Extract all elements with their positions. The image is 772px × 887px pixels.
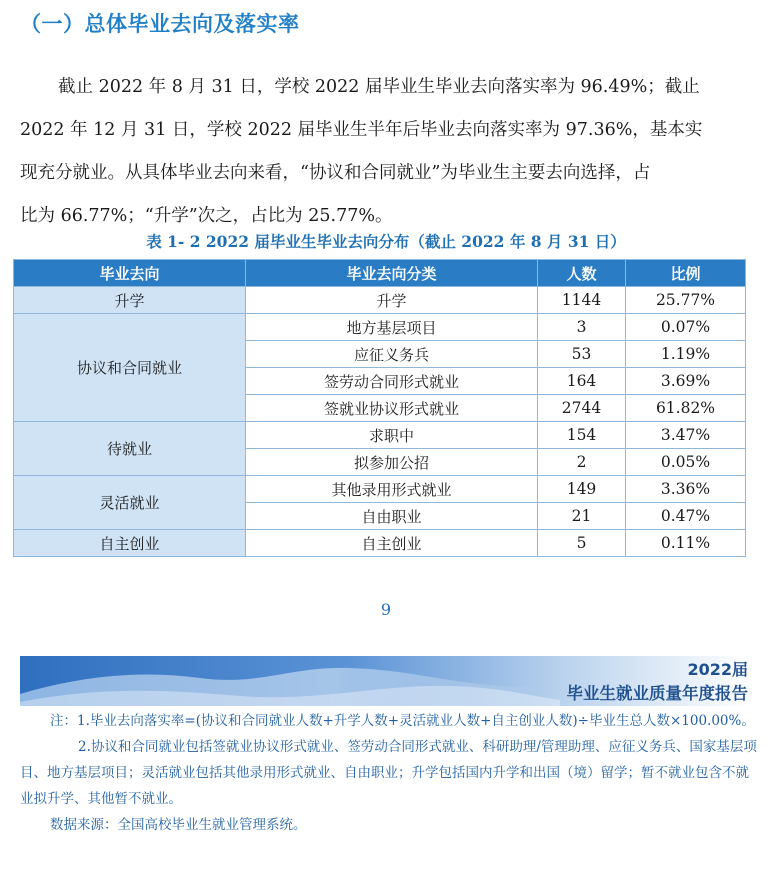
count-cell: 5 (538, 530, 626, 557)
destination-table (13, 259, 746, 557)
note-1: 注：1.毕业去向落实率=(协议和合同就业人数+升学人数+灵活就业人数+自主创业人数)÷毕业生总人数×100.00%。 (50, 713, 755, 729)
count-cell: 1144 (538, 287, 626, 314)
paragraph-line: 截止 2022 年 8 月 31 日，学校 2022 届毕业生毕业去向落实率为 96.49%；截止 (58, 77, 700, 97)
header-count: 人数 (538, 260, 626, 287)
ratio-cell: 0.05% (626, 449, 746, 476)
ratio-cell: 0.47% (626, 503, 746, 530)
header-category: 毕业去向分类 (246, 260, 538, 287)
paragraph-line: 现充分就业。从具体毕业去向来看，“协议和合同就业”为毕业生主要去向选择，占 (20, 163, 651, 183)
destination-cell: 升学 (14, 287, 246, 314)
ratio-cell: 3.36% (626, 476, 746, 503)
summary-paragraph (20, 66, 752, 238)
ratio-cell: 3.47% (626, 422, 746, 449)
destination-cell: 待就业 (14, 422, 246, 476)
ratio-cell: 0.11% (626, 530, 746, 557)
table-row (14, 422, 746, 449)
count-cell: 2 (538, 449, 626, 476)
ratio-cell: 1.19% (626, 341, 746, 368)
page-number: 9 (380, 600, 392, 619)
category-cell: 签就业协议形式就业 (246, 395, 538, 422)
destination-cell: 协议和合同就业 (14, 314, 246, 422)
category-cell: 求职中 (246, 422, 538, 449)
ratio-cell: 61.82% (626, 395, 746, 422)
table-row (14, 476, 746, 503)
banner-title (567, 658, 749, 706)
ratio-cell: 0.07% (626, 314, 746, 341)
ratio-cell: 3.69% (626, 368, 746, 395)
header-ratio: 比例 (626, 260, 746, 287)
paragraph-line: 2022 年 12 月 31 日，学校 2022 届毕业生半年后毕业去向落实率为 97.36%，基本实 (20, 120, 703, 140)
table-row (14, 314, 746, 341)
category-cell: 地方基层项目 (246, 314, 538, 341)
banner-report-title: 毕业生就业质量年度报告 (566, 684, 748, 703)
category-cell: 升学 (246, 287, 538, 314)
paragraph-line: 比为 66.77%；“升学”次之，占比为 25.77%。 (20, 206, 393, 226)
count-cell: 3 (538, 314, 626, 341)
category-cell: 其他录用形式就业 (246, 476, 538, 503)
category-cell: 签劳动合同形式就业 (246, 368, 538, 395)
destination-cell: 灵活就业 (14, 476, 246, 530)
destination-cell: 自主创业 (14, 530, 246, 557)
header-destination: 毕业去向 (14, 260, 246, 287)
data-source: 数据来源：全国高校毕业生就业管理系统。 (50, 817, 307, 833)
table-row (14, 287, 746, 314)
notes-block (20, 708, 760, 838)
count-cell: 2744 (538, 395, 626, 422)
table-caption: 表 1- 2 2022 届毕业生毕业去向分布（截止 2022 年 8 月 31 日） (146, 232, 626, 251)
ratio-cell: 25.77% (626, 287, 746, 314)
table-header-row (14, 260, 746, 287)
table-row (14, 530, 746, 557)
report-banner (20, 656, 752, 706)
category-cell: 拟参加公招 (246, 449, 538, 476)
count-cell: 164 (538, 368, 626, 395)
banner-year: 2022届 (687, 660, 748, 679)
section-heading: （一）总体毕业去向及落实率 (20, 12, 300, 36)
count-cell: 53 (538, 341, 626, 368)
category-cell: 应征义务兵 (246, 341, 538, 368)
category-cell: 自主创业 (246, 530, 538, 557)
count-cell: 149 (538, 476, 626, 503)
count-cell: 154 (538, 422, 626, 449)
category-cell: 自由职业 (246, 503, 538, 530)
note-2: 2.协议和合同就业包括签就业协议形式就业、签劳动合同形式就业、科研助理/管理助理、应征义务兵、国家基层项目、地方基层项目；灵活就业包括其他录用形式就业、自由职业；升学包括国内升学和出国（境）留学；暂不就业包含不就业拟升学、其他暂不就业。 (20, 739, 757, 807)
count-cell: 21 (538, 503, 626, 530)
